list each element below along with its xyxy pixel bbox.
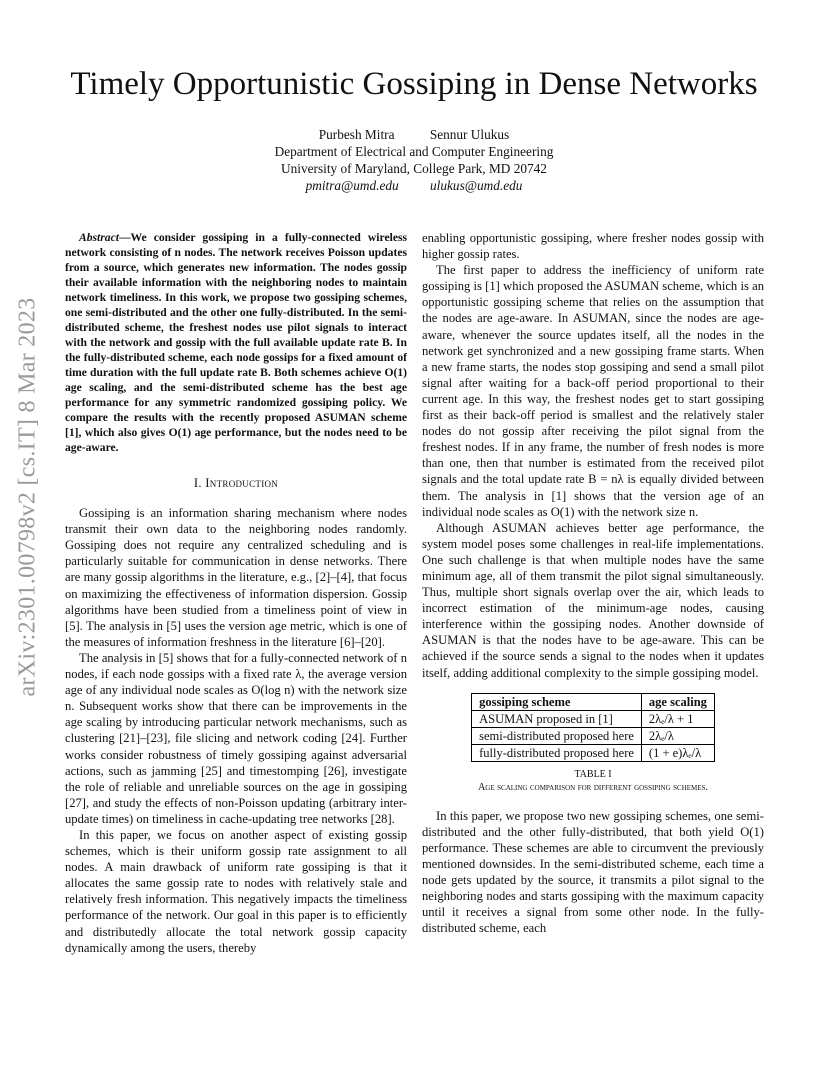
body-paragraph: enabling opportunistic gossiping, where fresher nodes gossip with higher gossip rates. [422,231,764,262]
body-paragraph: In this paper, we propose two new gossiping schemes, one semi-distributed and the other fully-distributed, that both yield O(1) performance. These schemes are able to circumvent the previously mentioned downsides. In the semi-distributed scheme, each time a node gets updated by the source, it transmits a pilot signal to the neighboring nodes and starts gossiping with the maximum capacity until it receives a signal from some other node. In the fully-distributed scheme, each [422,808,764,936]
table-cell: (1 + e)λₑ/λ [641,744,714,761]
author-name: Purbesh Mitra [318,127,395,142]
table-caption-text: Age scaling comparison for different gossiping schemes. [478,781,708,793]
left-column [65,230,407,956]
author-name: Sennur Ulukus [429,127,510,142]
author-email: pmitra@umd.edu [305,178,399,193]
table-cell: semi-distributed proposed here [472,727,642,744]
body-paragraph: The first paper to address the inefficiency of uniform rate gossiping is [1] which proposed the ASUMAN scheme, which is an opportunistic gossiping scheme that relies on the assumption that the nodes are age-aware. In ASUMAN, since the nodes are age-aware, whenever the source updates itself, all the nodes in the network get synchronized and a new gossiping frame starts. When a new frame starts, the nodes stop gossiping and send a small pilot signal after waiting for a back-off period proportional to their current age. In this way, the freshest nodes get to start gossiping first as their back-off period is smallest and the relatively staler nodes do not gossip after receiving the pilot signal from the freshest nodes. If in any frame, the number of fresh nodes is more than one, then that number is estimated from the received pilot signals and the total update rate B = nλ is equally divided between them. The analysis in [1] shows that the version age of an individual node scales as O(1) with the network size n. [422,263,764,519]
table-row [472,727,715,744]
table-row [472,710,715,727]
table-cell: fully-distributed proposed here [472,744,642,761]
table-caption [422,768,764,794]
body-paragraph: In this paper, we focus on another aspect of existing gossip schemes, which is their uniform gossip rate assignment to all nodes. A main drawback of uniform rate gossiping is that it allocates the same gossip rate to nodes with relatively stale and relatively fresh information. This negatively impacts the timeliness performance of the network. Our goal in this paper is to efficiently and distributedly allocate the total network gossip capacity dynamically among the users, thereby [65,827,407,955]
abstract-text: —We consider gossiping in a fully-connected wireless network consisting of n nodes. The network receives Poisson updates from a source, which generates new information. The nodes gossip their available information with the neighboring nodes to maintain network timeliness. In this work, we propose two gossiping schemes, one semi-distributed and the other one fully-distributed. In the semi-distributed scheme, the freshest nodes use pilot signals to interact with the network and gossip with the full available update rate B. In the fully-distributed scheme, each node gossips for a fixed amount of time duration with the full update rate B. Both schemes achieve O(1) age scaling, and the semi-distributed scheme has the best age performance for any symmetric randomized gossiping policy. We compare the results with the recently proposed ASUMAN scheme [1], which also gives O(1) age performance, but the nodes need to be age-aware. [65,231,407,454]
body-paragraph: Gossiping is an information sharing mechanism where nodes transmit their own data to the neighboring nodes randomly. Gossiping does not require any centralized scheduling and is particularly suitable for communication in dense networks. There are many gossip algorithms in the literature, e.g., [2]–[4], that focus on maximizing the effectiveness of information dispersion. Gossip algorithms have been studied from a timeliness point of view in [5]. The analysis in [5] uses the version age metric, which is one of the measures of information freshness in the literature [6]–[20]. [65,506,407,649]
right-column [422,230,764,936]
table-cell: 2λₑ/λ [641,727,714,744]
section-heading-introduction: I. Introduction [193,476,279,490]
body-paragraph: Although ASUMAN achieves better age performance, the system model poses some challenges in real-life implementations. One such challenge is that when multiple nodes have the same minimum age, all of them transmit the pilot signal simultaneously. Thus, multiple short signals overlap over the air, which leads to incorrect estimation of the minimum-age nodes, causing interference within the gossiping nodes. Another downside of ASUMAN is that the nodes have to be age-aware. This can be achieved if the source sends a signal to the nodes when it updates itself, adding additional complexity to the simple gossiping model. [422,520,764,680]
author-names [0,126,828,143]
table-cell: ASUMAN proposed in [1] [472,710,642,727]
paper-title: Timely Opportunistic Gossiping in Dense Networks [70,66,758,102]
age-scaling-table [471,693,715,762]
table-row [472,744,715,761]
author-block [0,126,828,194]
arxiv-id-text: arXiv:2301.00798v2 [cs.IT] 8 Mar 2023 [14,297,41,697]
author-emails [0,177,828,194]
author-email: ulukus@umd.edu [430,178,523,193]
arxiv-side-identifier [8,262,48,732]
abstract [65,230,407,455]
body-paragraph: The analysis in [5] shows that for a fully-connected network of n nodes, if each node gossips with a fixed rate λ, the average version age of any individual node scales as O(log n) with the network size n. Subsequent works show that there can be improvements in the age scaling by introducing particular network mechanisms, such as clustering [21]–[23], file slicing and network coding [24]. Further works consider robustness of timely gossiping against adversarial actions, such as jamming [25] and timestomping [26], investigate the role of reliable and unreliable sources on the age in gossiping [27], and study the effects of non-Poisson updating (arbitrary inter-update times) on timeliness in cache-updating tree networks [28]. [65,650,407,826]
table-header-cell: gossiping scheme [472,693,642,710]
affiliation-university: University of Maryland, College Park, MD 20742 [281,161,547,176]
table-header-cell: age scaling [641,693,714,710]
affiliation-department: Department of Electrical and Computer Engineering [274,144,554,159]
abstract-label: Abstract [79,231,119,244]
table-label: TABLE I [574,768,612,780]
table-header-row [472,693,715,710]
table-cell: 2λₑ/λ + 1 [641,710,714,727]
